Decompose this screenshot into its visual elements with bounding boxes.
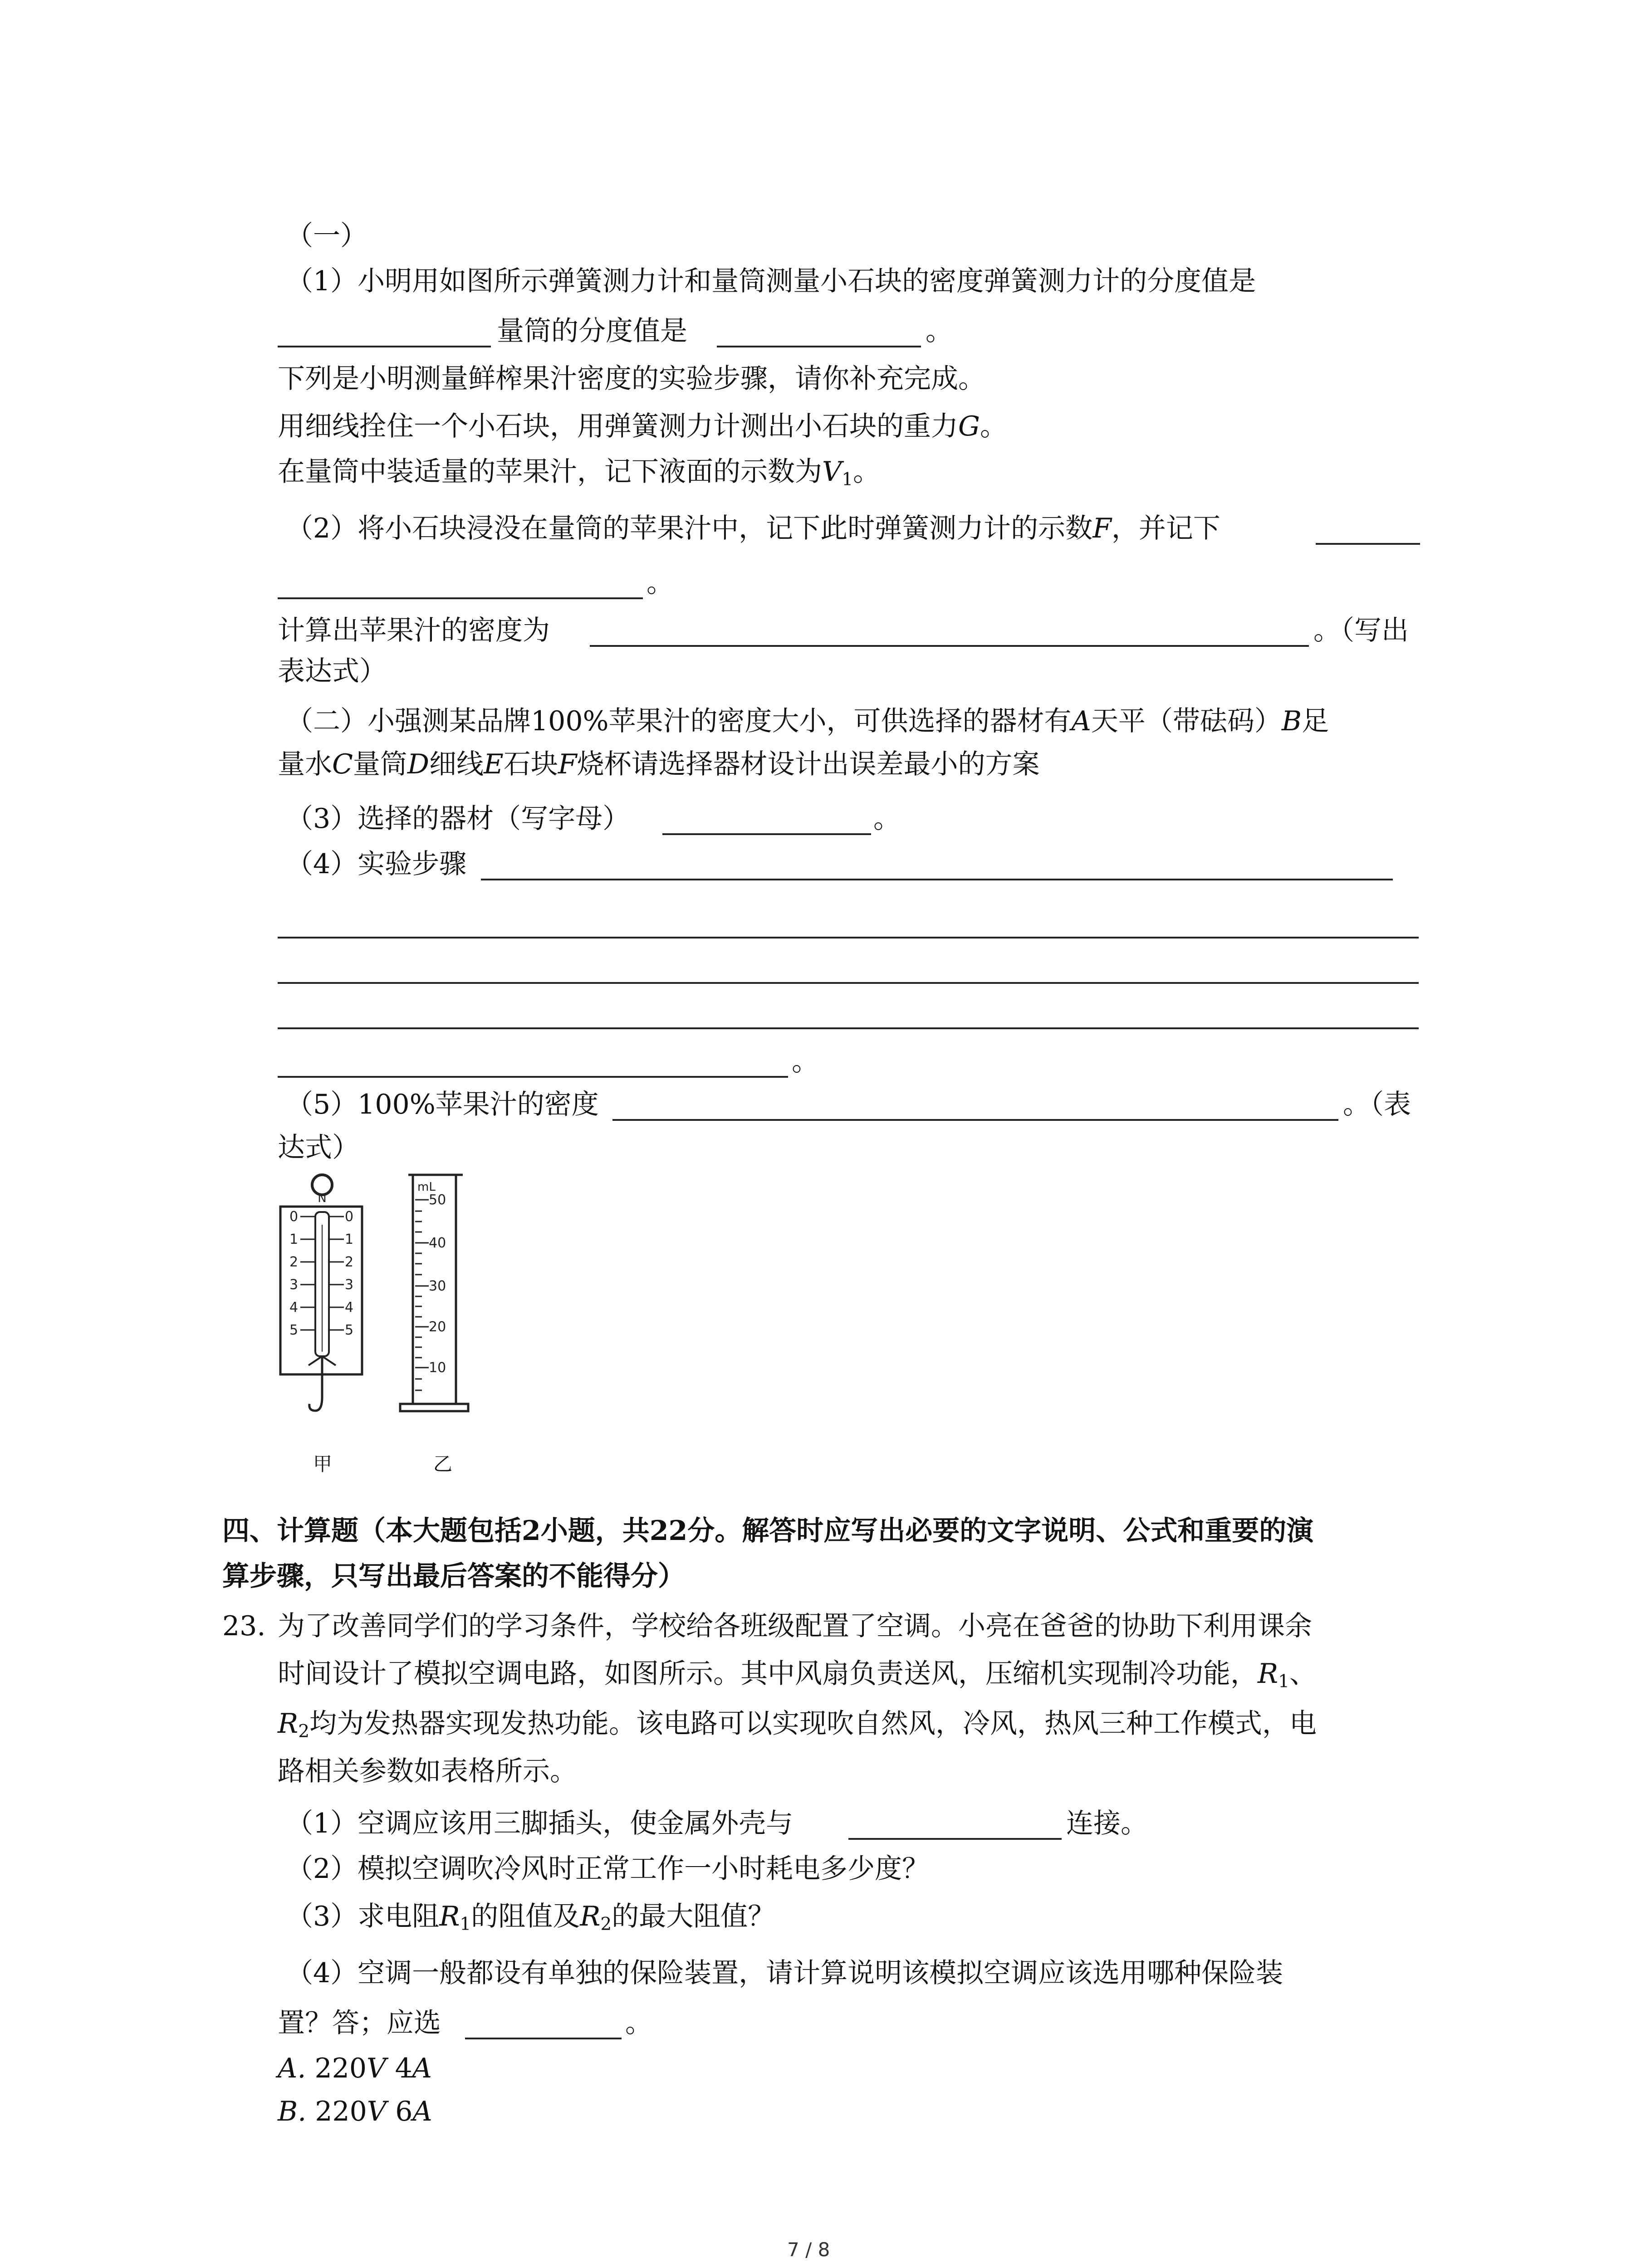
svg-text:1: 1 [345, 1232, 354, 1247]
answer-blank-cylinder-division[interactable] [717, 346, 921, 347]
figure-label-b: 乙 [433, 1453, 453, 1475]
svg-text:1: 1 [289, 1232, 299, 1247]
answer-blank-q4-line-5[interactable] [278, 1076, 788, 1078]
answer-blank-q2-part1[interactable] [1316, 543, 1420, 545]
svg-text:3: 3 [289, 1277, 299, 1293]
answer-blank-juice-density[interactable] [590, 645, 1309, 647]
answer-blank-q23-part1[interactable] [848, 1838, 1062, 1840]
svg-text:4: 4 [289, 1300, 299, 1315]
cylinder-ticks [429, 1192, 446, 1376]
answer-blank-q4-line-4[interactable] [278, 1027, 1419, 1029]
answer-blank-q5-density[interactable] [612, 1119, 1338, 1121]
svg-text:30: 30 [429, 1278, 446, 1294]
svg-text:2: 2 [289, 1254, 299, 1270]
spring-scale-unit: N [318, 1192, 327, 1205]
spring-scale-ticks-left [289, 1209, 298, 1338]
answer-blank-q23-part4[interactable] [465, 2038, 622, 2039]
answer-blank-q3-equipment[interactable] [662, 833, 871, 835]
page-number: 7 / 8 [787, 2239, 830, 2261]
spring-scale-ticks-right [345, 1209, 353, 1338]
svg-text:0: 0 [345, 1209, 354, 1225]
svg-text:2: 2 [345, 1254, 354, 1270]
svg-text:3: 3 [345, 1277, 354, 1293]
svg-text:4: 4 [345, 1300, 354, 1315]
graduated-cylinder [400, 1175, 468, 1411]
svg-text:20: 20 [429, 1319, 446, 1335]
answer-blank-q4-line-2[interactable] [278, 937, 1419, 938]
answer-blank-q4-line-1[interactable] [481, 879, 1393, 880]
figure-label-a: 甲 [313, 1453, 333, 1475]
spring-scale [280, 1175, 362, 1411]
svg-text:50: 50 [429, 1192, 446, 1208]
cylinder-unit: mL [417, 1180, 436, 1194]
svg-text:10: 10 [429, 1360, 446, 1376]
svg-text:40: 40 [429, 1235, 446, 1251]
svg-text:0: 0 [289, 1209, 299, 1225]
svg-text:5: 5 [345, 1322, 354, 1338]
apparatus-figure [272, 1170, 499, 1479]
answer-blank-spring-division[interactable] [278, 346, 491, 347]
answer-blank-q2-part2[interactable] [278, 597, 643, 599]
answer-blank-q4-line-3[interactable] [278, 982, 1419, 984]
svg-text:5: 5 [289, 1322, 299, 1338]
